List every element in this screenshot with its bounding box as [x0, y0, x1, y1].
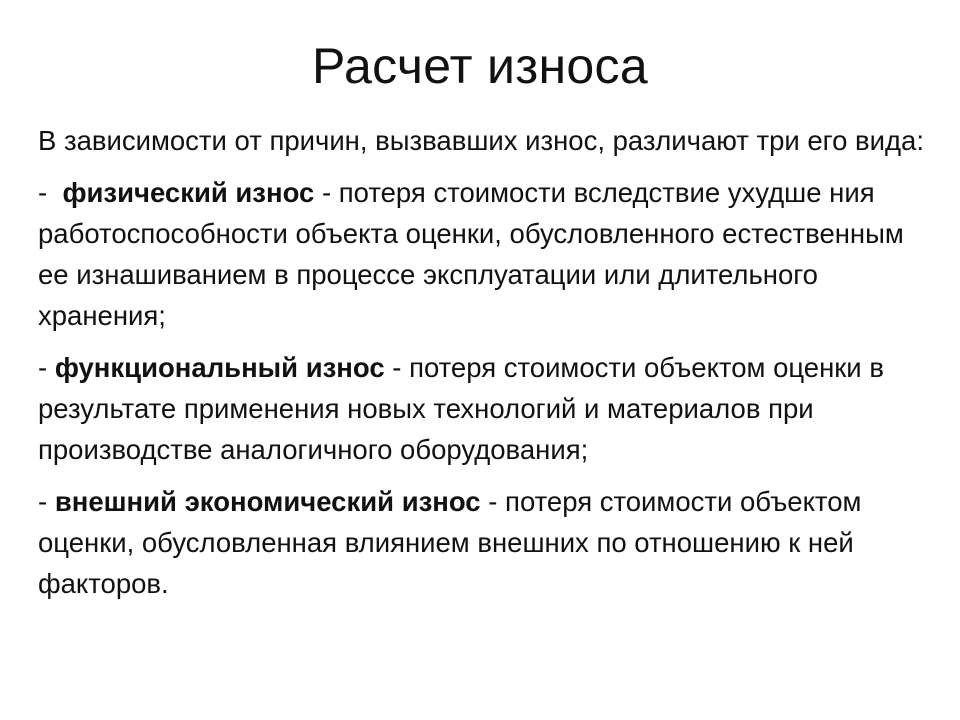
wear-type-physical: [38, 172, 928, 336]
slide-body: [38, 120, 928, 615]
definition-external-economic-wear: - потеря стоимости объектом оценки, обусловленная влиянием внешних по отношению к ней факторов.: [38, 486, 862, 599]
definition-functional-wear: - потеря стоимости объектом оценки в результате применения новых технологий и материалов при производстве аналогичного оборудования;: [38, 352, 884, 465]
intro-paragraph: В зависимости от причин, вызвавших износ, различают три его вида:: [38, 125, 924, 156]
definition-physical-wear: - потеря стоимости вследствие ухудше ния работоспособности объекта оценки, обусловленного естественным ее изнашиванием в процессе эксплуатации или длительного хранения;: [38, 177, 904, 331]
item-dash: -: [38, 177, 63, 208]
wear-type-external: [38, 481, 928, 604]
term-functional-wear: функциональный износ: [54, 352, 385, 383]
term-external-economic-wear: внешний экономический износ: [54, 486, 481, 517]
term-physical-wear: физический износ: [62, 177, 315, 208]
wear-type-functional: [38, 347, 928, 470]
item-dash: -: [38, 352, 55, 383]
item-dash: -: [38, 486, 55, 517]
slide-title: Расчет износа: [312, 38, 648, 94]
